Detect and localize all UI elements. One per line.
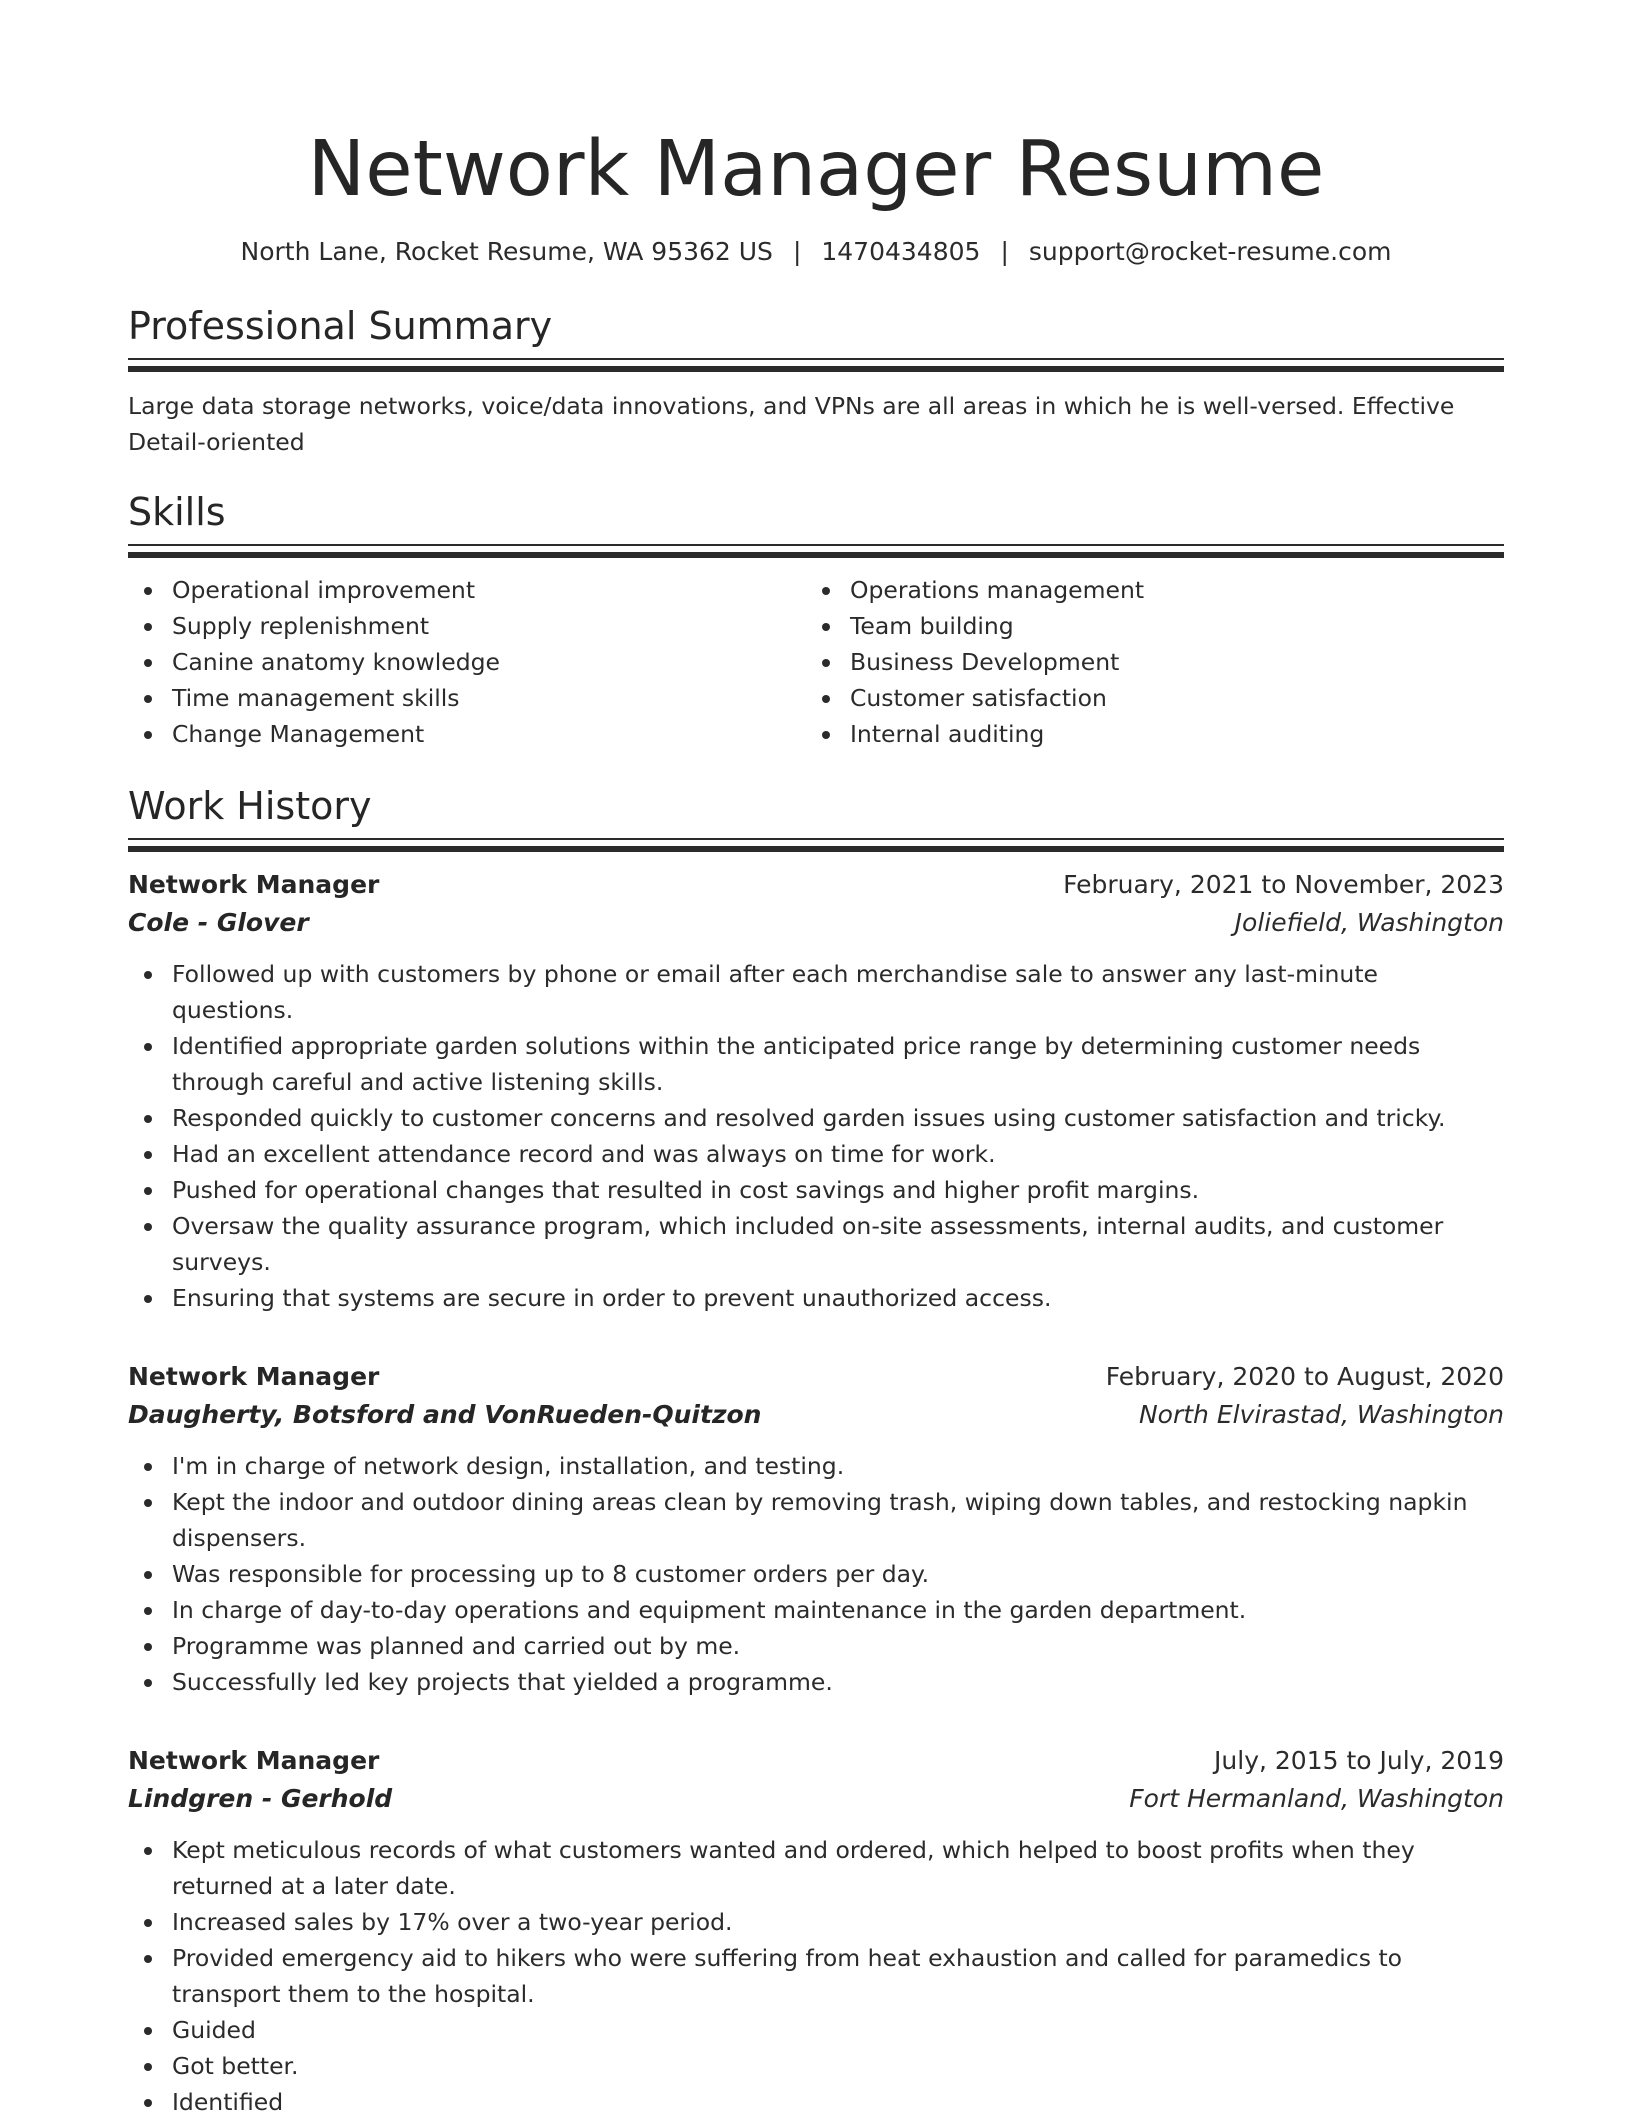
job-dates: February, 2021 to November, 2023 <box>1063 870 1504 899</box>
job-title: Network Manager <box>128 870 380 899</box>
job-title: Network Manager <box>128 1362 380 1391</box>
job-bullet: Got better. <box>172 2048 1504 2084</box>
job-company: Lindgren - Gerhold <box>128 1784 393 1813</box>
job-bullet: Increased sales by 17% over a two-year period. <box>172 1904 1504 1940</box>
job-entry <box>128 1742 1504 2120</box>
resume-page <box>128 0 1504 2120</box>
job-entry <box>128 866 1504 1316</box>
job-bullets <box>128 1832 1504 2120</box>
skill-item: Customer satisfaction <box>850 680 1484 716</box>
skill-item: Time management skills <box>172 680 806 716</box>
skill-item: Business Development <box>850 644 1484 680</box>
skill-item: Team building <box>850 608 1484 644</box>
job-bullet: Followed up with customers by phone or email after each merchandise sale to answer any last-minute questions. <box>172 956 1504 1028</box>
section-title-work-history: Work History <box>128 784 372 828</box>
skill-item: Operations management <box>850 572 1484 608</box>
job-bullet: Provided emergency aid to hikers who were suffering from heat exhaustion and called for paramedics to transport them to the hospital. <box>172 1940 1504 2012</box>
section-title-skills: Skills <box>128 490 226 534</box>
skill-item: Supply replenishment <box>172 608 806 644</box>
job-bullet: Pushed for operational changes that resulted in cost savings and higher profit margins. <box>172 1172 1504 1208</box>
job-bullet: Ensuring that systems are secure in order to prevent unauthorized access. <box>172 1280 1504 1316</box>
contact-separator: | <box>1000 237 1009 266</box>
skills-column-right <box>806 572 1484 752</box>
contact-address: North Lane, Rocket Resume, WA 95362 US <box>240 237 773 266</box>
job-bullet: Kept meticulous records of what customers wanted and ordered, which helped to boost profits when they returned at a later date. <box>172 1832 1504 1904</box>
job-location: Joliefield, Washington <box>1234 908 1504 937</box>
skill-item: Canine anatomy knowledge <box>172 644 806 680</box>
job-company: Daugherty, Botsford and VonRueden-Quitzon <box>128 1400 762 1429</box>
contact-phone: 1470434805 <box>821 237 981 266</box>
contact-separator: | <box>792 237 802 266</box>
job-bullets <box>128 1448 1504 1700</box>
job-entry <box>128 1358 1504 1700</box>
skill-item: Internal auditing <box>850 716 1484 752</box>
job-bullet: I'm in charge of network design, installation, and testing. <box>172 1448 1504 1484</box>
job-subheader <box>128 1396 1504 1434</box>
job-bullet: Had an excellent attendance record and was always on time for work. <box>172 1136 1504 1172</box>
contact-line <box>128 236 1504 268</box>
job-header <box>128 866 1504 904</box>
skills-list <box>128 572 1504 752</box>
summary-text: Large data storage networks, voice/data innovations, and VPNs are all areas in which he is well-versed. Effective Detail-oriented <box>128 392 1455 456</box>
job-dates: February, 2020 to August, 2020 <box>1105 1362 1504 1391</box>
skills-column-left <box>128 572 806 752</box>
job-location: North Elvirastad, Washington <box>1138 1400 1504 1429</box>
job-company: Cole - Glover <box>128 908 309 937</box>
job-bullet: Kept the indoor and outdoor dining areas clean by removing trash, wiping down tables, and restocking napkin dispensers. <box>172 1484 1504 1556</box>
job-bullet: Was responsible for processing up to 8 customer orders per day. <box>172 1556 1504 1592</box>
section-divider <box>128 838 1504 852</box>
job-bullet: Identified appropriate garden solutions within the anticipated price range by determining customer needs through careful and active listening skills. <box>172 1028 1504 1100</box>
job-dates: July, 2015 to July, 2019 <box>1214 1746 1504 1775</box>
skill-item: Operational improvement <box>172 572 806 608</box>
job-bullet: Identified <box>172 2084 1504 2120</box>
job-subheader <box>128 1780 1504 1818</box>
job-location: Fort Hermanland, Washington <box>1129 1784 1504 1813</box>
job-bullet: Programme was planned and carried out by me. <box>172 1628 1504 1664</box>
resume-title: Network Manager Resume <box>307 125 1325 214</box>
section-divider <box>128 544 1504 558</box>
contact-email: support@rocket-resume.com <box>1028 237 1392 266</box>
job-bullet: Successfully led key projects that yielded a programme. <box>172 1664 1504 1700</box>
job-bullet: In charge of day-to-day operations and equipment maintenance in the garden department. <box>172 1592 1504 1628</box>
job-bullet: Responded quickly to customer concerns and resolved garden issues using customer satisfaction and tricky. <box>172 1100 1504 1136</box>
job-subheader <box>128 904 1504 942</box>
job-bullet: Guided <box>172 2012 1504 2048</box>
job-bullet: Oversaw the quality assurance program, which included on-site assessments, internal audits, and customer surveys. <box>172 1208 1504 1280</box>
skill-item: Change Management <box>172 716 806 752</box>
section-title-summary: Professional Summary <box>128 304 553 348</box>
job-header <box>128 1358 1504 1396</box>
job-title: Network Manager <box>128 1746 380 1775</box>
section-divider <box>128 358 1504 372</box>
job-bullets <box>128 956 1504 1316</box>
job-header <box>128 1742 1504 1780</box>
